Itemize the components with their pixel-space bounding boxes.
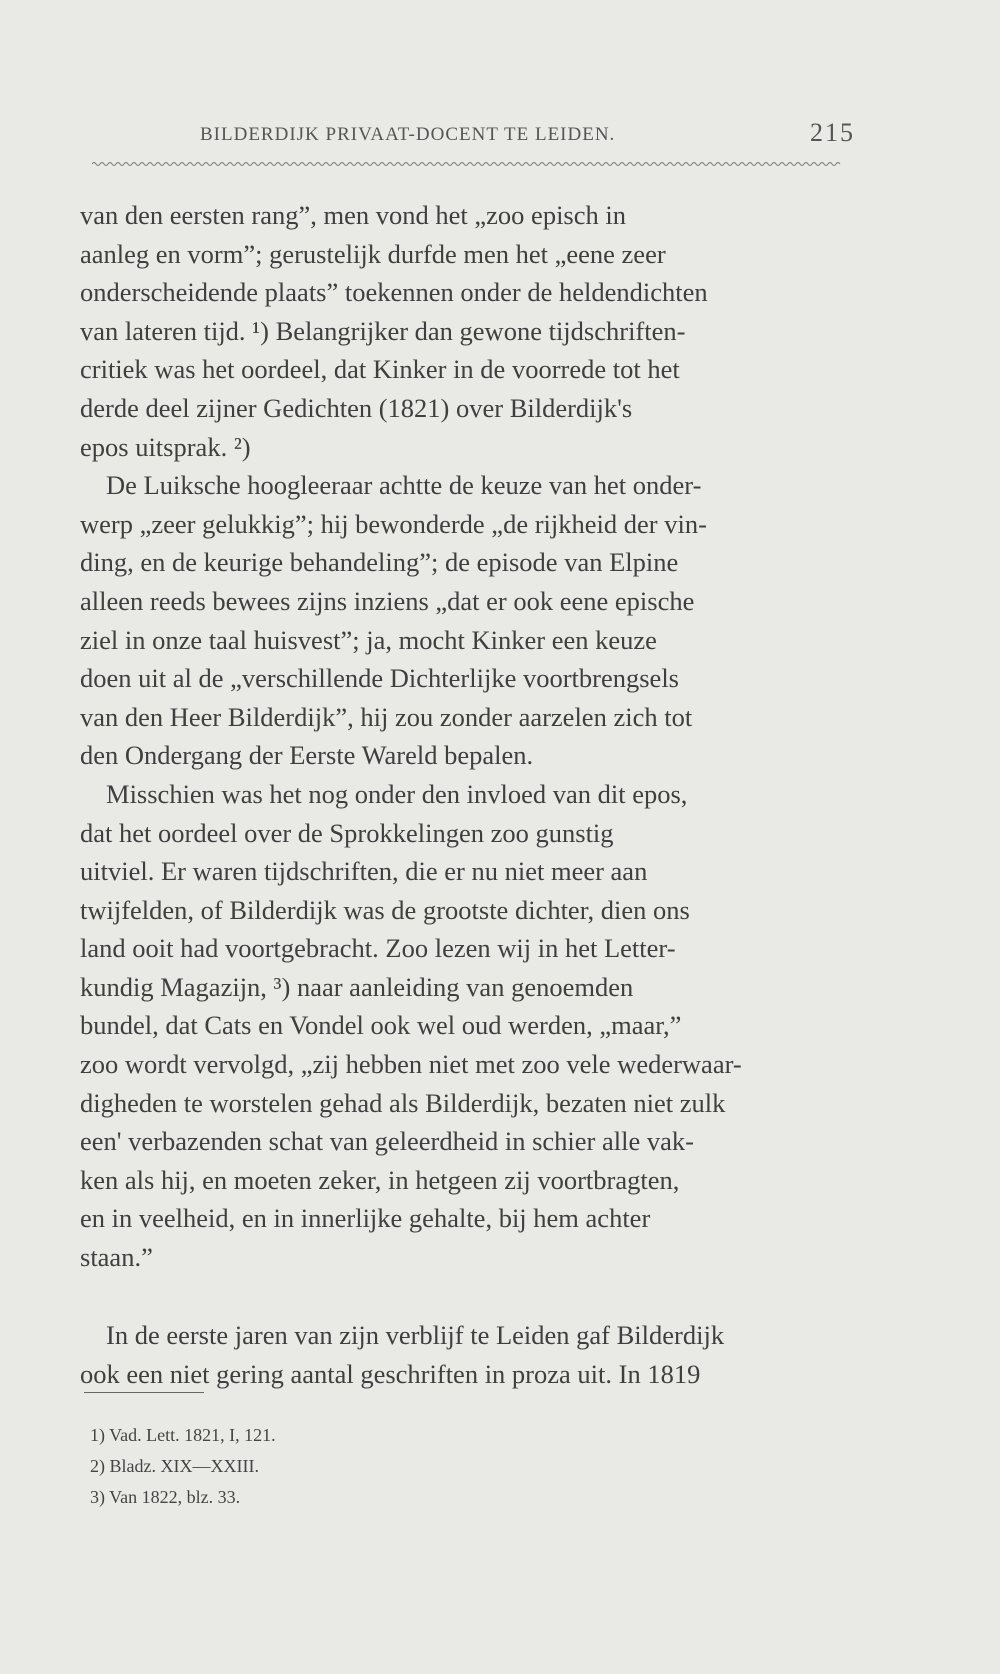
text-line: epos uitsprak. ²) — [80, 431, 251, 462]
text-line: den Ondergang der Eerste Wareld bepalen. — [80, 740, 534, 771]
footnote: 1) Vad. Lett. 1821, I, 121. — [90, 1425, 276, 1445]
text-line: onderscheidende plaats” toekennen onder de heldendichten — [80, 277, 708, 308]
text-line: van lateren tijd. ¹) Belangrijker dan gewone tijdschriften- — [80, 315, 686, 346]
text-line: en in veelheid, en in innerlijke gehalte, bij hem achter — [80, 1203, 651, 1234]
text-line: uitviel. Er waren tijdschriften, die er nu niet meer aan — [80, 856, 648, 887]
text-line: In de eerste jaren van zijn verblijf te Leiden gaf Bilderdijk — [106, 1320, 725, 1350]
text-line: critiek was het oordeel, dat Kinker in de voorrede tot het — [80, 354, 680, 385]
footnote: 2) Bladz. XIX—XXIII. — [90, 1456, 259, 1476]
footnotes — [90, 1420, 590, 1513]
text-line: staan.” — [80, 1242, 153, 1273]
text-line: van den Heer Bilderdijk”, hij zou zonder aarzelen zich tot — [80, 701, 693, 732]
running-title: BILDERDIJK PRIVAAT-DOCENT TE LEIDEN. — [200, 124, 616, 145]
text-line: alleen reeds bewees zijns inziens „dat er ook eene epische — [80, 585, 695, 616]
text-line: twijfelden, of Bilderdijk was de grootste dichter, dien ons — [80, 894, 690, 925]
text-line: zoo wordt vervolgd, „zij hebben niet met zoo vele wederwaar- — [80, 1049, 742, 1080]
text-line: ziel in onze taal huisvest”; ja, mocht Kinker een keuze — [80, 624, 657, 655]
footnote-divider — [84, 1392, 204, 1393]
page-number: 215 — [810, 118, 855, 147]
second-paragraph — [80, 1316, 850, 1393]
text-line: doen uit al de „verschillende Dichterlijke voortbrengsels — [80, 663, 679, 694]
text-line: dat het oordeel over de Sprokkelingen zoo gunstig — [80, 817, 614, 848]
text-line: bundel, dat Cats en Vondel ook wel oud werden, „maar,” — [80, 1010, 682, 1041]
text-line: land ooit had voortgebracht. Zoo lezen wij in het Letter- — [80, 933, 676, 964]
text-line: aanleg en vorm”; gerustelijk durfde men het „eene zeer — [80, 238, 666, 269]
main-text — [80, 196, 850, 1277]
decorative-wavy-rule — [92, 160, 842, 168]
text-line: werp „zeer gelukkig”; hij bewonderde „de rijkheid der vin- — [80, 508, 707, 539]
text-line: een' verbazenden schat van geleerdheid in schier alle vak- — [80, 1126, 694, 1157]
text-line: De Luiksche hoogleeraar achtte de keuze van het onder- — [106, 470, 702, 501]
text-line: ook een niet gering aantal geschriften in proza uit. In 1819 — [80, 1358, 701, 1389]
text-line: Misschien was het nog onder den invloed van dit epos, — [106, 778, 688, 809]
text-line: ken als hij, en moeten zeker, in hetgeen zij voortbragten, — [80, 1164, 680, 1195]
text-line: kundig Magazijn, ³) naar aanleiding van genoemden — [80, 971, 634, 1002]
text-line: derde deel zijner Gedichten (1821) over Bilderdijk's — [80, 392, 633, 423]
text-line: van den eersten rang”, men vond het „zoo episch in — [80, 200, 626, 230]
footnote: 3) Van 1822, blz. 33. — [90, 1487, 241, 1507]
text-line: ding, en de keurige behandeling”; de episode van Elpine — [80, 547, 679, 578]
text-line: digheden te worstelen gehad als Bilderdijk, bezaten niet zulk — [80, 1087, 726, 1118]
